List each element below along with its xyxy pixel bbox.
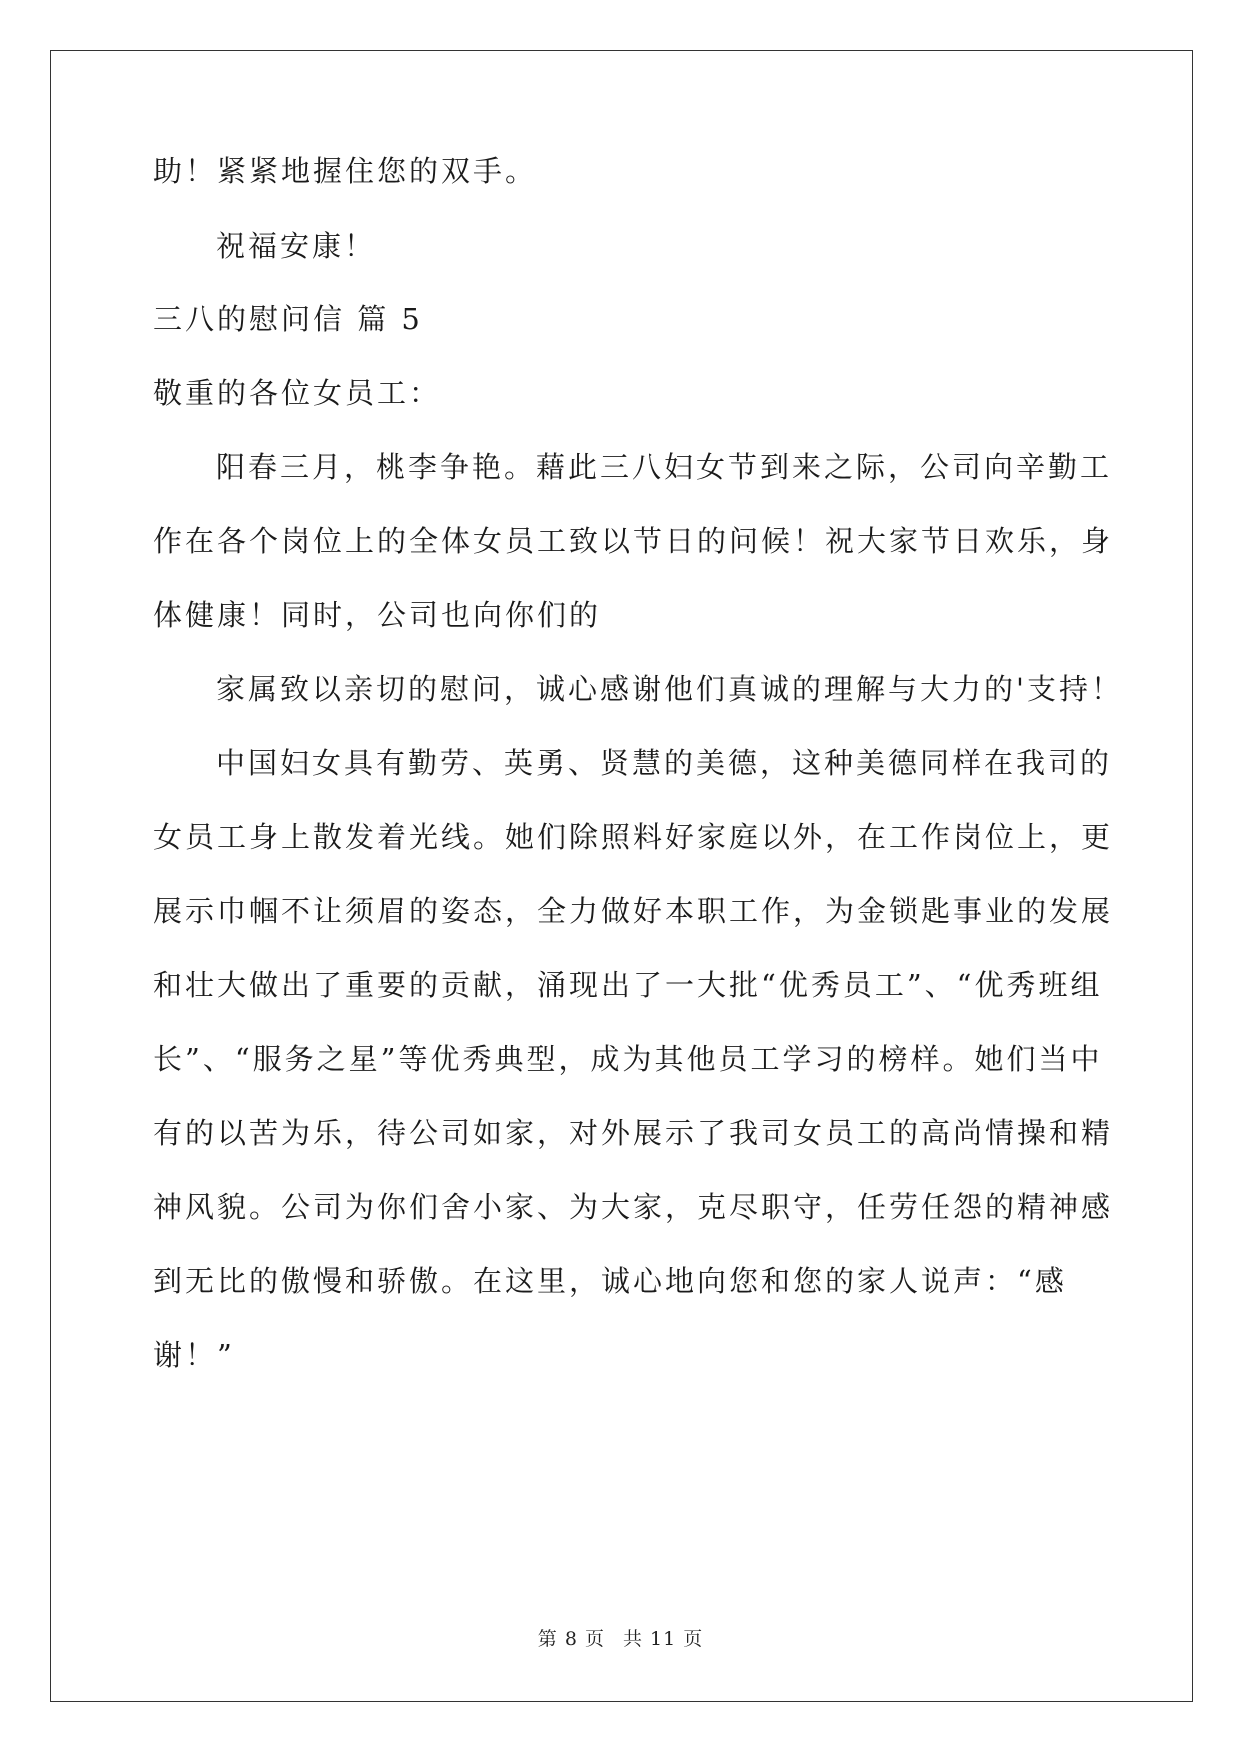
salutation: 敬重的各位女员工： — [153, 376, 442, 410]
text-line: 家属致以亲切的慰问，诚心感谢他们真诚的理解与大力的'支持！ — [216, 672, 1123, 706]
page-number: 第 8 页 — [537, 1628, 605, 1650]
text-line: 助！紧紧地握住您的双手。 — [153, 154, 538, 188]
text-line: 女员工身上散发着光线。她们除照料好家庭以外，在工作岗位上，更 — [153, 820, 1114, 854]
closing-greeting: 祝福安康！ — [216, 229, 377, 263]
text-line: 体健康！同时，公司也向你们的 — [153, 598, 602, 632]
page-total: 共 11 页 — [622, 1628, 704, 1650]
page-footer — [0, 1624, 1241, 1651]
text-line: 展示巾帼不让须眉的姿态，全力做好本职工作，为金锁匙事业的发展 — [153, 894, 1114, 928]
text-line: 阳春三月，桃李争艳。藉此三八妇女节到来之际，公司向辛勤工 — [216, 450, 1113, 484]
text-line: 和壮大做出了重要的贡献，涌现出了一大批“优秀员工”、“优秀班组 — [153, 968, 1103, 1002]
text-line: 神风貌。公司为你们舍小家、为大家，克尽职守，任劳任怨的精神感 — [153, 1190, 1114, 1224]
text-line: 有的以苦为乐，待公司如家，对外展示了我司女员工的高尚情操和精 — [153, 1116, 1114, 1150]
text-line: 谢！” — [153, 1338, 235, 1372]
text-line: 长”、“服务之星”等优秀典型，成为其他员工学习的榜样。她们当中 — [153, 1042, 1103, 1076]
text-line: 作在各个岗位上的全体女员工致以节日的问候！祝大家节日欢乐，身 — [153, 524, 1114, 558]
text-line: 到无比的傲慢和骄傲。在这里，诚心地向您和您的家人说声：“感 — [153, 1264, 1067, 1298]
text-line: 中国妇女具有勤劳、英勇、贤慧的美德，这种美德同样在我司的 — [216, 746, 1113, 780]
section-heading: 三八的慰问信 篇 5 — [153, 302, 423, 336]
page-border — [50, 50, 1193, 1702]
